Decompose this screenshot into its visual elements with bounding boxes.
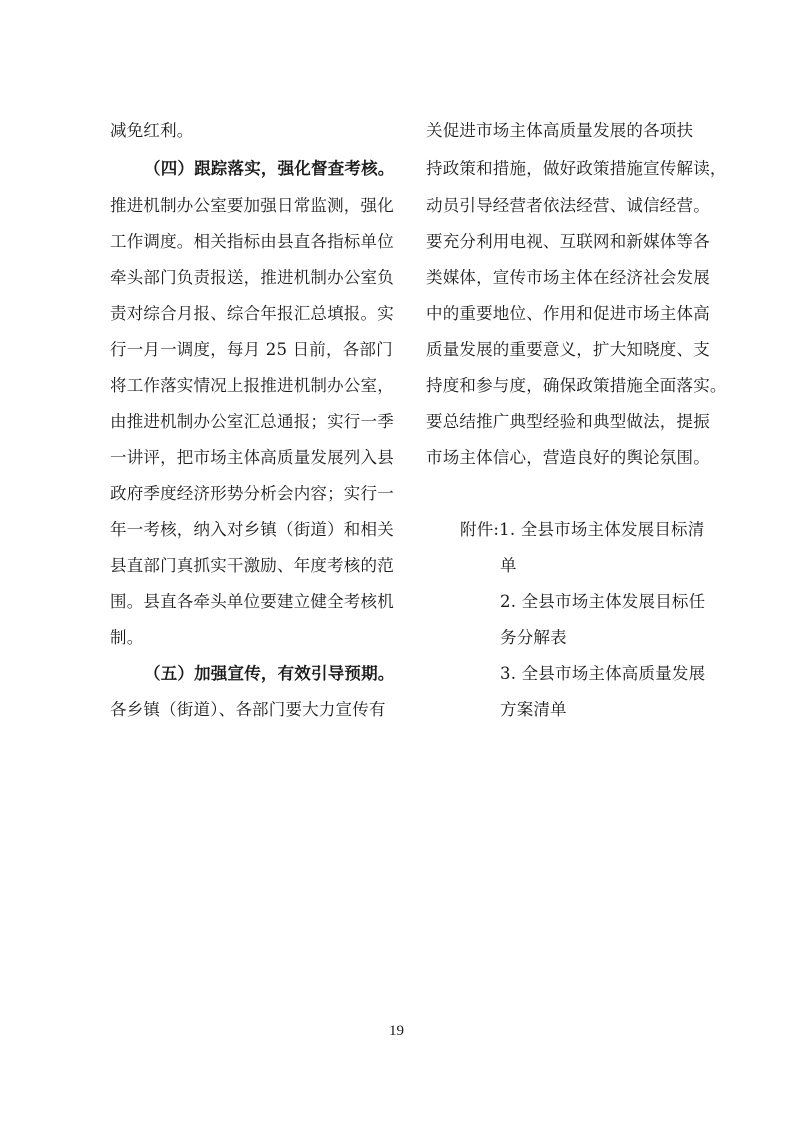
attachment-line: 附件:1. 全县市场主体发展目标清	[460, 520, 705, 539]
body-text-line: 动员引导经营者依法经营、诚信经营。	[426, 196, 710, 215]
body-text-line: 持政策和措施，做好政策措施宣传解读，	[426, 159, 727, 178]
body-text-line: 制。	[110, 628, 144, 647]
body-text-line: 年一考核，纳入对乡镇（街道）和相关	[110, 520, 394, 539]
body-text-line: 市场主体信心，营造良好的舆论氛围。	[426, 448, 710, 467]
body-text-line: 牵头部门负责报送，推进机制办公室负	[110, 268, 394, 287]
body-text-line: 政府季度经济形势分析会内容；实行一	[110, 484, 394, 503]
body-text-line: 要充分利用电视、互联网和新媒体等各	[426, 232, 710, 251]
attachment-line: 单	[500, 556, 517, 575]
attachment-line: 2. 全县市场主体发展目标任	[500, 592, 706, 611]
body-text-line: 将工作落实情况上报推进机制办公室，	[110, 376, 394, 395]
body-text-line: 由推进机制办公室汇总通报；实行一季	[110, 412, 394, 431]
body-text-line: 持度和参与度，确保政策措施全面落实。	[426, 376, 727, 395]
body-text-line: 工作调度。相关指标由县直各指标单位	[110, 232, 394, 251]
body-text-line: 关促进市场主体高质量发展的各项扶	[426, 121, 694, 140]
body-text-line: 一讲评，把市场主体高质量发展列入县	[110, 448, 394, 467]
attachment-line: 务分解表	[500, 628, 567, 647]
body-text-line: 类媒体，宣传市场主体在经济社会发展	[426, 268, 710, 287]
attachment-line: 3. 全县市场主体高质量发展	[500, 664, 706, 683]
page-number: 19	[389, 1023, 404, 1039]
body-text-line: 要总结推广典型经验和典型做法，提振	[426, 412, 710, 431]
body-text-line: 中的重要地位、作用和促进市场主体高	[426, 304, 710, 323]
body-text-line: 减免红利。	[110, 121, 194, 140]
section-heading-4: （四）跟踪落实，强化督查考核。	[144, 159, 395, 178]
body-text-line: 行一月一调度，每月 25 日前，各部门	[110, 340, 393, 359]
body-text-line: 质量发展的重要意义，扩大知晓度、支	[426, 340, 710, 359]
section-heading-5: （五）加强宣传，有效引导预期。	[144, 664, 395, 683]
body-text-line: 围。县直各牵头单位要建立健全考核机	[110, 592, 394, 611]
body-text-line: 责对综合月报、综合年报汇总填报。实	[110, 304, 394, 323]
body-text-line: 各乡镇（街道）、各部门要大力宣传有	[110, 700, 386, 719]
body-text-line: 推进机制办公室要加强日常监测，强化	[110, 196, 394, 215]
body-text-line: 县直部门真抓实干激励、年度考核的范	[110, 556, 394, 575]
attachment-line: 方案清单	[500, 700, 567, 719]
